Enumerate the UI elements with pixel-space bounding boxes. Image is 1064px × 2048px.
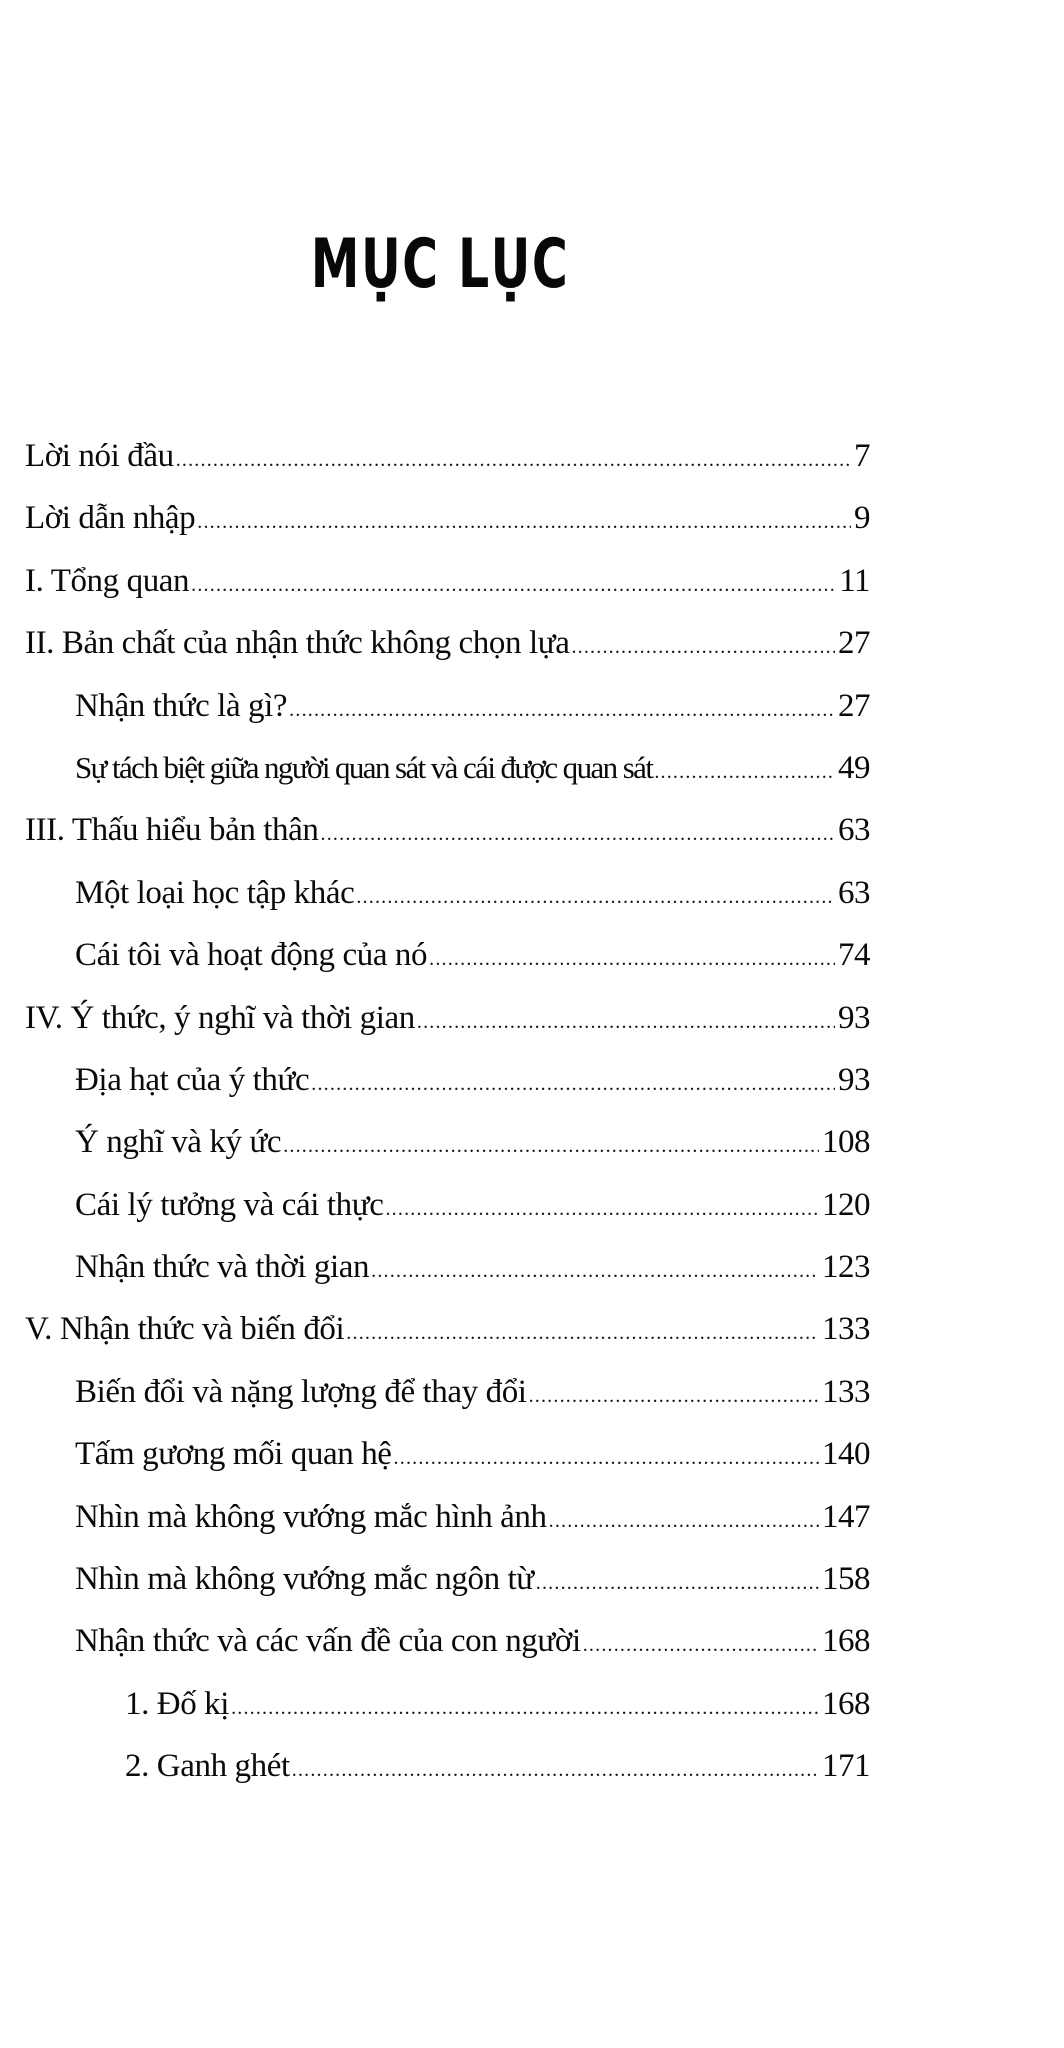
dot-leader bbox=[549, 1490, 819, 1548]
toc-page-number: 147 bbox=[822, 1498, 870, 1535]
toc-entry-title: Lời dẫn nhập bbox=[25, 500, 196, 537]
toc-page-number: 120 bbox=[822, 1186, 870, 1223]
toc-entry-subsection[interactable] bbox=[25, 1673, 870, 1735]
toc-entry-loi-dan-nhap[interactable] bbox=[25, 487, 870, 549]
toc-entry-section[interactable] bbox=[25, 1423, 870, 1485]
toc-entry-title: Sự tách biệt giữa người quan sát và cái được quan sát bbox=[75, 749, 653, 785]
toc-entry-section[interactable] bbox=[25, 1361, 870, 1423]
toc-entry-chapter-5[interactable] bbox=[25, 1298, 870, 1360]
toc-page-number: 27 bbox=[838, 625, 870, 662]
toc-entry-title: Ý nghĩ và ký ức bbox=[75, 1124, 282, 1161]
toc-entry-section[interactable] bbox=[25, 1174, 870, 1236]
dot-leader bbox=[371, 1240, 819, 1298]
toc-page-number: 158 bbox=[822, 1561, 870, 1598]
dot-leader bbox=[289, 679, 835, 737]
toc-page-number: 63 bbox=[838, 874, 870, 911]
toc-page-number: 11 bbox=[839, 562, 870, 599]
dot-leader bbox=[394, 1427, 819, 1485]
toc-entry-section[interactable] bbox=[25, 1486, 870, 1548]
toc-page-number: 49 bbox=[838, 749, 870, 786]
dot-leader bbox=[231, 1677, 819, 1735]
toc-page-number: 93 bbox=[838, 1061, 870, 1098]
page-title: MỤC LỤC bbox=[310, 224, 570, 304]
toc-page-number: 74 bbox=[838, 937, 870, 974]
dot-leader bbox=[429, 928, 835, 986]
toc-entry-title: Một loại học tập khác bbox=[75, 874, 355, 911]
toc-entry-title: Nhận thức và các vấn đề của con người bbox=[75, 1623, 581, 1660]
toc-entry-chapter-3[interactable] bbox=[25, 799, 870, 861]
toc-entry-title: Tấm gương mối quan hệ bbox=[75, 1436, 392, 1473]
toc-page-number: 168 bbox=[822, 1623, 870, 1660]
dot-leader bbox=[311, 1053, 835, 1111]
toc-page-number: 171 bbox=[822, 1748, 870, 1785]
dot-leader bbox=[176, 429, 851, 487]
toc-entry-title: Lời nói đầu bbox=[25, 438, 174, 474]
toc-entry-title: V. Nhận thức và biến đổi bbox=[25, 1311, 345, 1348]
toc-entry-title: Địa hạt của ý thức bbox=[75, 1061, 310, 1098]
toc-entry-chapter-2[interactable] bbox=[25, 612, 870, 674]
dot-leader bbox=[654, 741, 835, 799]
toc-page-number: 27 bbox=[838, 687, 870, 724]
toc-entry-loi-noi-dau[interactable] bbox=[25, 425, 870, 487]
toc-page-number: 63 bbox=[838, 812, 870, 849]
dot-leader bbox=[292, 1739, 819, 1797]
toc-entry-section[interactable] bbox=[25, 737, 870, 799]
toc-entry-title: I. Tổng quan bbox=[25, 562, 190, 599]
toc-page-number: 123 bbox=[822, 1249, 870, 1286]
toc-entry-title: 1. Đố kị bbox=[125, 1685, 230, 1722]
toc-entry-title: Cái tôi và hoạt động của nó bbox=[75, 937, 428, 974]
toc-entry-title: II. Bản chất của nhận thức không chọn lựa bbox=[25, 625, 570, 662]
toc-entry-subsection[interactable] bbox=[25, 1735, 870, 1797]
dot-leader bbox=[356, 866, 835, 924]
dot-leader bbox=[571, 616, 835, 674]
dot-leader bbox=[321, 803, 835, 861]
toc-entry-section[interactable] bbox=[25, 924, 870, 986]
toc-page-number: 93 bbox=[838, 999, 870, 1036]
toc-entry-chapter-1[interactable] bbox=[25, 550, 870, 612]
toc-page-number: 133 bbox=[822, 1311, 870, 1348]
dot-leader bbox=[529, 1365, 819, 1423]
toc-page-number: 140 bbox=[822, 1436, 870, 1473]
dot-leader bbox=[417, 991, 835, 1049]
toc-page-number: 7 bbox=[854, 438, 870, 474]
toc-entry-title: 2. Ganh ghét bbox=[125, 1748, 290, 1785]
dot-leader bbox=[191, 554, 836, 612]
toc-entry-section[interactable] bbox=[25, 1548, 870, 1610]
dot-leader bbox=[283, 1115, 819, 1173]
table-of-contents bbox=[25, 425, 870, 1798]
toc-entry-section[interactable] bbox=[25, 1610, 870, 1672]
toc-page-number: 133 bbox=[822, 1373, 870, 1410]
toc-entry-section[interactable] bbox=[25, 1049, 870, 1111]
toc-entry-section[interactable] bbox=[25, 862, 870, 924]
dot-leader bbox=[385, 1178, 819, 1236]
dot-leader bbox=[197, 491, 851, 549]
toc-entry-section[interactable] bbox=[25, 1236, 870, 1298]
toc-entry-section[interactable] bbox=[25, 1111, 870, 1173]
toc-page-number: 108 bbox=[822, 1124, 870, 1161]
toc-entry-title: Nhận thức và thời gian bbox=[75, 1249, 370, 1286]
toc-entry-title: Biến đổi và nặng lượng để thay đổi bbox=[75, 1373, 527, 1410]
dot-leader bbox=[536, 1552, 819, 1610]
toc-entry-chapter-4[interactable] bbox=[25, 987, 870, 1049]
toc-page-number: 168 bbox=[822, 1685, 870, 1722]
toc-page-number: 9 bbox=[854, 500, 870, 537]
dot-leader bbox=[346, 1302, 819, 1360]
toc-entry-title: Cái lý tưởng và cái thực bbox=[75, 1186, 384, 1223]
toc-entry-title: III. Thấu hiểu bản thân bbox=[25, 812, 319, 849]
toc-entry-title: IV. Ý thức, ý nghĩ và thời gian bbox=[25, 999, 415, 1036]
dot-leader bbox=[583, 1614, 819, 1672]
toc-entry-title: Nhìn mà không vướng mắc hình ảnh bbox=[75, 1498, 547, 1535]
toc-entry-title: Nhận thức là gì? bbox=[75, 687, 288, 724]
toc-entry-section[interactable] bbox=[25, 675, 870, 737]
toc-entry-title: Nhìn mà không vướng mắc ngôn từ bbox=[75, 1561, 534, 1598]
